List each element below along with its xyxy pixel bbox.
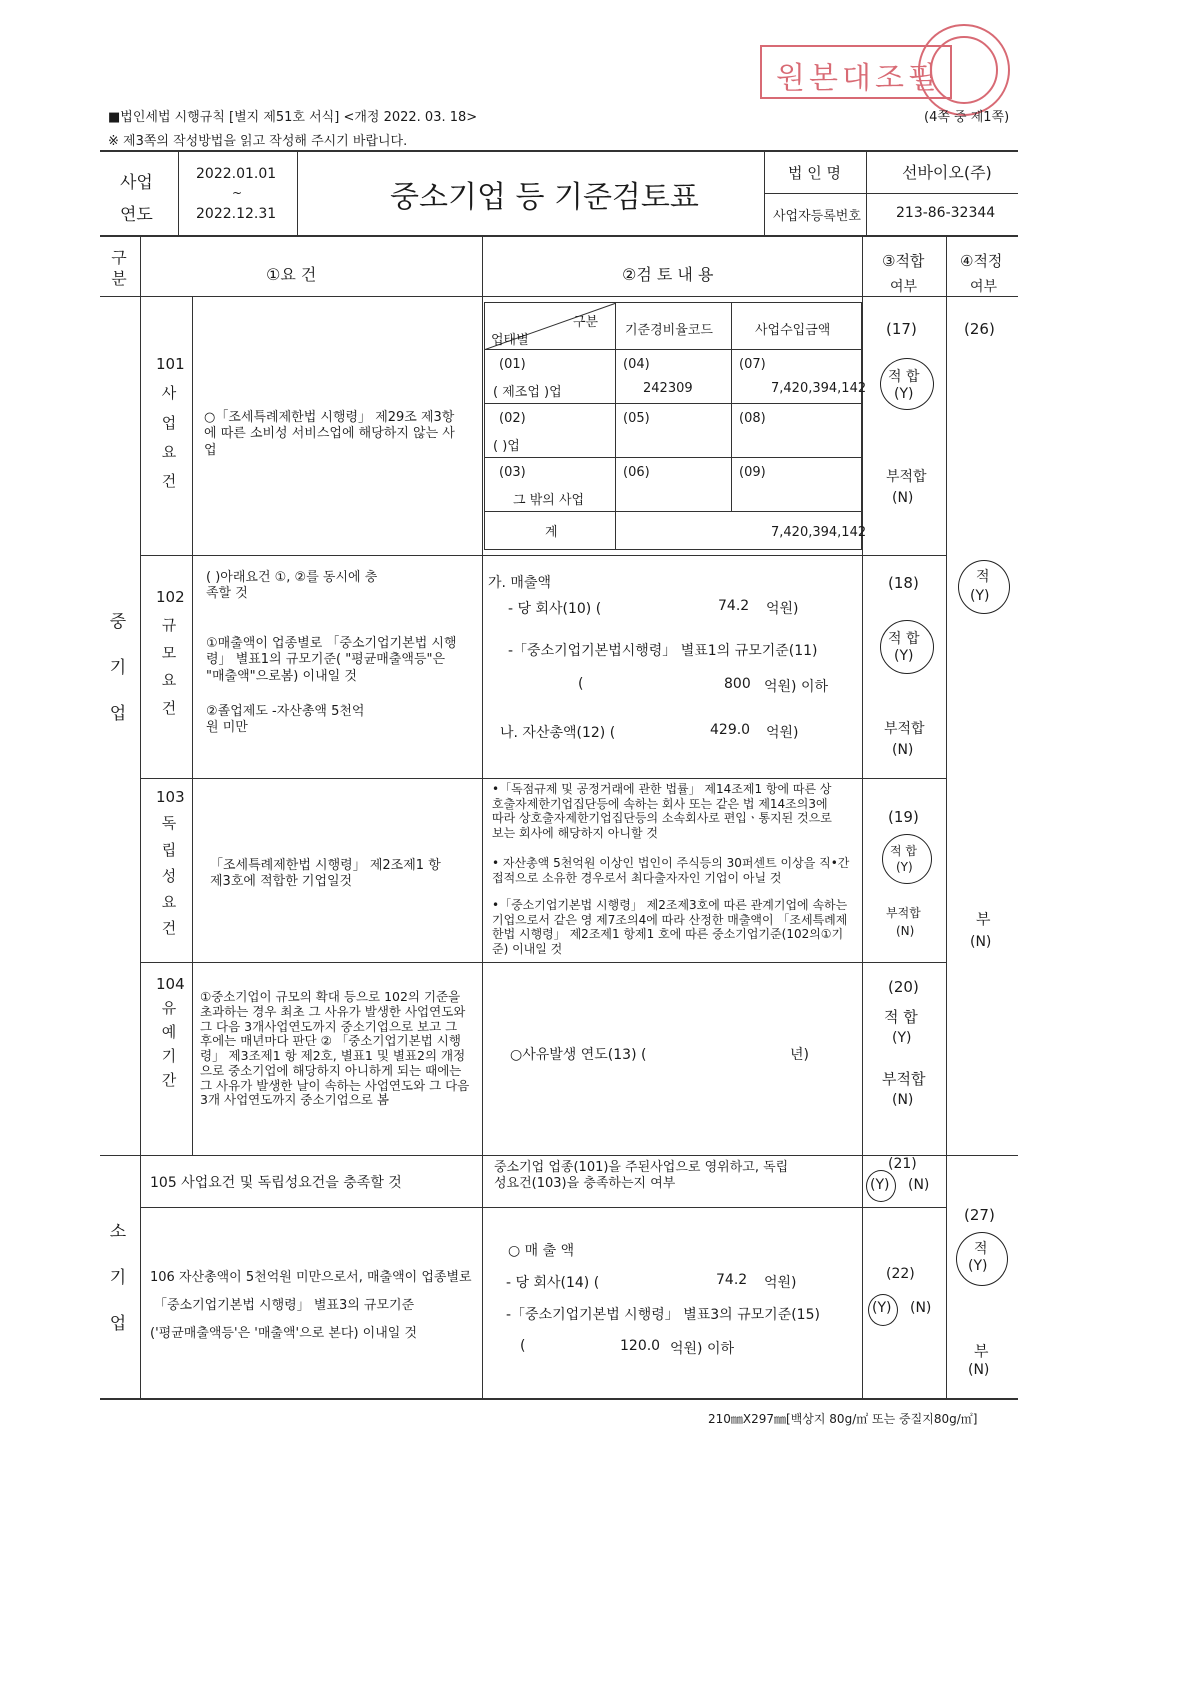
r101-fit-yes: 적 합 [888,369,920,385]
r103-p2: • 자산총액 5천억원 이상인 법인이 주식등의 30퍼센트 이상을 직•간접적으로 소유한 경우로서 최다출자자인 기업이 아닐 것 [492,856,850,885]
row2-c3a: (08) [739,411,766,426]
r106-unit: 억원) [764,1275,797,1291]
col4-small-mid-n: (N) [968,1362,990,1378]
r104-review-unit: 년) [790,1047,809,1063]
r105-fit-no: (21) [888,1156,917,1172]
r106-fit-n: (N) [910,1300,932,1316]
row3-c1a: (03) [499,465,526,480]
col-gubun: 구 분 [111,248,127,288]
r101-fit-notfit: 부적합 [886,469,927,485]
col4-mid-n: (N) [970,934,992,950]
row1-c2a: (04) [623,357,650,372]
r106-company-val: 74.2 [716,1272,748,1288]
r103-p1: •「독점규제 및 공정거래에 관한 법률」 제14조제1 항에 따른 상호출자제한기업집단등에 속하는 회사 또는 같은 법 제14조의3에 따라 상호출자제한기업집단등의 소속회사로 편입ㆍ통지된 것으로 보는 회사에 해당하지 아니할 것 [492,782,832,840]
r103-fit-no: (19) [888,808,919,826]
r102-na: 나. 자산총액(12) ( [500,725,616,741]
tbl-biz: 업태별 [491,333,529,348]
row1-c2b: 242309 [643,381,693,396]
r103-p3: •「중소기업기본법 시행령」 제2조제3호에 따른 관계기업에 속하는 기업으로서 같은 영 제7조의4에 따라 산정한 매출액이 「조세특례제한법 시행령」 제2조제1 항제1 호에 따른 중소기업기준(102의①기준) 이내일 것 [492,898,848,956]
r106-std-open: ( [520,1338,526,1354]
r103-fit-notfit: 부적합 [886,906,921,920]
row3-c1b: 그 밖의 사업 [513,493,585,508]
r104-fit-yes: 적 합 [884,1008,918,1026]
r101-requirement: ○「조세특례제한법 시행령」 제29조 제3항에 따른 소비성 서비스업에 해당하지 않는 사업 [204,410,455,458]
r104-fit-no: (20) [888,978,919,996]
r106-requirement-3: ('평균매출액등'은 '매출액'으로 본다) 이내일 것 [150,1326,418,1341]
r102-std-open: ( [578,676,584,692]
r106-std: -「중소기업기본법 시행령」 별표3의 규모기준(15) [506,1307,820,1323]
r104-fit-n: (N) [892,1092,914,1108]
col4-small-top-label: 적 [974,1241,988,1257]
col-fit4-a: ④적정 [960,252,1003,270]
r102-label: 102 규 모 요 건 [156,588,185,717]
corporate-seal [918,24,1010,116]
r102-na-val: 429.0 [710,722,751,738]
col4-small-top-y: (Y) [968,1258,988,1274]
r102-na-unit: 억원) [766,725,799,741]
section-sme: 중 기 업 [109,612,127,724]
r102-req3: ②졸업제도 -자산총액 5천억원 미만 [206,704,365,736]
instruction-note: ※ 제3쪽의 작성방법을 읽고 작성해 주시기 바랍니다. [108,134,408,149]
row2-c1a: (02) [499,411,526,426]
year-label-2: 연도 [120,205,153,225]
r105-review: 중소기업 업종(101)을 주된사업으로 영위하고, 독립성요건(103)을 충족하는지 여부 [494,1160,789,1191]
col4-small-mid-label: 부 [974,1342,989,1360]
form-title: 중소기업 등 기준검토표 [390,180,699,215]
r102-fit-n: (N) [892,742,914,758]
r101-fit-y: (Y) [894,386,914,402]
regulation-text: ■법인세법 시행규칙 [별지 제51호 서식] <개정 2022. 03. 18> [108,110,478,125]
r104-fit-y: (Y) [892,1030,912,1046]
r102-company-val: 74.2 [718,598,750,614]
col4-top-y: (Y) [970,588,990,604]
r102-fit-yes: 적 합 [888,631,920,647]
row1-c1a: (01) [499,357,526,372]
section-small: 소 기 업 [109,1222,127,1334]
r104-review: ○사유발생 연도(13) ( [510,1047,647,1063]
r106-fit-y: (Y) [872,1300,892,1316]
row3-c3a: (09) [739,465,766,480]
r106-std-val: 120.0 [620,1338,661,1354]
col4-small-no: (27) [964,1206,995,1224]
r102-fit-no: (18) [888,574,919,592]
r102-std-unit: 억원) 이하 [764,679,829,695]
r102-ga: 가. 매출액 [488,575,551,591]
period-end: 2022.12.31 [196,206,277,222]
r101-biz-table [484,302,867,550]
total-label: 계 [545,525,558,540]
r106-requirement-1: 106 자산총액이 5천억원 미만으로서, 매출액이 업종별로 [150,1270,472,1285]
stamp-text: 원본대조필 [776,61,941,96]
r106-std-unit: 억원) 이하 [670,1341,735,1357]
col-fit4-b: 여부 [970,279,998,295]
tbl-code: 기준경비율코드 [625,323,713,338]
corp-name: 선바이오(주) [902,163,992,182]
tbl-gubun: 구분 [573,315,599,330]
period-tilde: ~ [232,186,243,200]
r106-fit-no: (22) [886,1266,915,1282]
r104-label: 104 유 예 기 간 [156,975,185,1089]
row2-c1b: ( )업 [493,439,520,454]
r106-ga: ○ 매 출 액 [508,1243,575,1259]
r104-requirement: ①중소기업이 규모의 확대 등으로 102의 기준을 초과하는 경우 최초 그 사유가 발생한 사업연도와 그 다음 3개사업연도까지 중소기업으로 보고 그 후에는 매년마다 판단 ② 「중소기업기본법 시행령」 제3조제1 항 제2호, 별표1 및 별표2의 개정으로 중소기업에 해당하지 아니하게 되는 때에는 그 사유가 발생한 날이 속하는 사업연도와 그 다음 3개 사업연도까지 중소기업으로 봄 [200,989,470,1108]
page-info: (4쪽 중 제1쪽) [924,110,1010,125]
r102-unit: 억원) [766,601,799,617]
r102-fit-y: (Y) [894,648,914,664]
r103-fit-y: (Y) [896,860,913,874]
tbl-amount: 사업수입금액 [755,323,831,338]
r103-fit-yes: 적 합 [890,844,917,858]
r101-fit-n: (N) [892,490,914,506]
total-value: 7,420,394,142 [771,525,867,540]
r106-requirement-2: 「중소기업기본법 시행령」 별표3의 규모기준 [154,1298,415,1313]
col-fit3-b: 여부 [890,279,918,295]
col-fit3-a: ③적합 [882,252,925,270]
row1-c1b: ( 제조업 )업 [493,385,562,400]
corp-name-label: 법 인 명 [788,164,842,182]
reg-no: 213-86-32344 [896,205,996,221]
r106-company: - 당 회사(14) ( [506,1275,600,1291]
r103-requirement: 「조세특례제한법 시행령」 제2조제1 항제3호에 적합한 기업일것 [210,858,441,890]
row1-c3b: 7,420,394,142 [771,381,867,396]
r105-fit-y: (Y) [870,1177,890,1193]
col-review: ②검 토 내 용 [622,265,714,284]
r101-label: 101 사 업 요 건 [156,355,185,490]
col4-top-label: 적 [976,569,990,585]
row3-c2a: (06) [623,465,650,480]
col-requirement: ①요 건 [266,265,317,284]
period-start: 2022.01.01 [196,166,277,182]
r102-fit-notfit: 부적합 [884,721,925,737]
row1-c3a: (07) [739,357,766,372]
paper-spec: 210㎜X297㎜[백상지 80g/㎡ 또는 중질지80g/㎡] [708,1412,978,1426]
r102-req1: ( )아래요건 ①, ②를 동시에 충족할 것 [206,570,378,602]
col4-mid-label: 부 [976,910,991,928]
year-label-1: 사업 [120,173,153,193]
r103-label: 103 독 립 성 요 건 [156,788,185,938]
r102-std-val: 800 [724,676,751,692]
reg-no-label: 사업자등록번호 [773,209,861,224]
col4-no: (26) [964,320,995,338]
r104-fit-notfit: 부적합 [882,1070,926,1088]
r102-std: -「중소기업기본법시행령」 별표1의 규모기준(11) [508,643,818,659]
r102-company: - 당 회사(10) ( [508,601,602,617]
r103-fit-n: (N) [896,924,915,938]
r105-requirement: 105 사업요건 및 독립성요건을 충족할 것 [150,1175,402,1191]
r105-fit-n: (N) [908,1177,930,1193]
r102-req2: ①매출액이 업종별로 「중소기업기본법 시행령」 별표1의 규모기준( "평균매출액등"은 "매출액"으로봄) 이내일 것 [206,636,457,684]
row2-c2a: (05) [623,411,650,426]
r101-fit-no: (17) [886,320,917,338]
